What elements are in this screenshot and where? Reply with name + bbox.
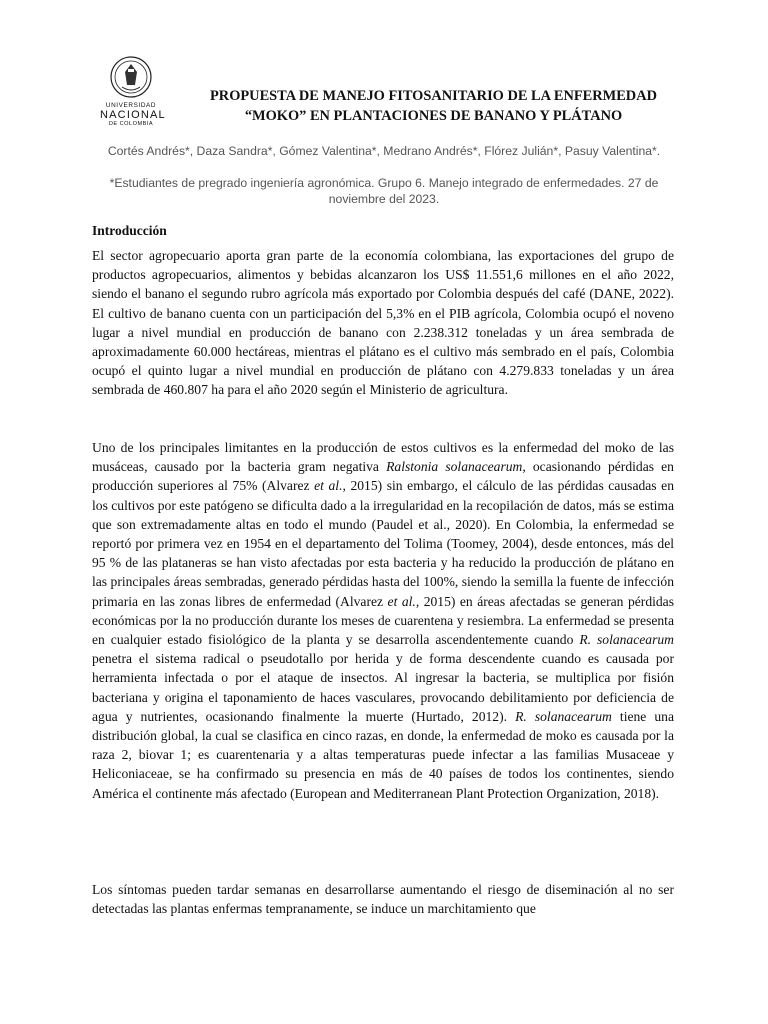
document-title [176, 86, 691, 126]
logo-line-3: DE COLOMBIA [108, 121, 154, 127]
paragraph-2-text: , 2015) sin embargo, el cálculo de las pérdidas causadas en los cultivos por este patógeno se dificulta dado a la irregularidad en la recopilación de datos, más se estima que son extremadamente altas en todo el mundo (Paudel et al., 2020). En Colombia, la enfermedad se reportó por primera vez en 1954 en el departamento del Tolima (Toomey, 2004), desde entonces, más del 95 % de las plataneras se han visto afectadas por esta bacteria y ha reducido la producción de plátano en las principales áreas sembradas, generado pérdidas hasta del 100%, siendo la semilla la fuente de infección primaria en las zonas libres de enfermedad (Alvarez [92, 478, 674, 609]
university-logo [100, 55, 166, 128]
authors: Cortés Andrés*, Daza Sandra*, Gómez Valentina*, Medrano Andrés*, Flórez Julián*, Pasuy Valentina*. [107, 144, 661, 158]
paragraph-1: El sector agropecuario aporta gran parte de la economía colombiana, las exportaciones del grupo de productos agropecuarios, alimentos y bebidas alcanzaron los US$ 11.551,6 millones en el año 2022, siendo el banano el segundo rubro agrícola más exportado por Colombia después del café (DANE, 2022). El cultivo de banano cuenta con un participación del 5,3% en el PIB agrícola, Colombia ocupó el noveno lugar a nivel mundial en producción de banano con 2.238.312 toneladas y un área sembrada de aproximadamente 60.000 hectáreas, mientras el plátano es el cultivo más sembrado en el país, Colombia ocupó el quinto lugar a nivel mundial en producción de plátano con 4.279.833 toneladas y un área sembrada de 460.807 ha para el año 2020 según el Ministerio de agricultura. [92, 248, 674, 398]
logo-line-1: UNIVERSIDAD [105, 102, 157, 109]
section-heading: Introducción [92, 223, 167, 238]
university-seal-icon [109, 55, 153, 99]
paragraph-2-italic: Ralstonia solanacearum [386, 459, 523, 475]
title-line-2: “MOKO” EN PLANTACIONES DE BANANO Y PLÁTANO [244, 108, 623, 124]
paragraph-2-text: tiene una distribución global, la cual se clasifica en cinco razas, en donde, la enfermedad de moko es causada por la raza 2, biovar 1; es cuarentenaria y a altas temperaturas puede infectar a las familias Musaceae y Heliconiaceae, se ha confirmado su presencia en más de 40 países de todos los continentes, siendo América el continente más afectado (European and Mediterranean Plant Protection Organization, 2018). [92, 708, 675, 801]
paragraph-2-italic: et al. [387, 593, 416, 609]
paragraph-2-text: , ocasionando pérdidas en producción superiores al 75% (Alvarez [92, 459, 674, 494]
title-line-1: PROPUESTA DE MANEJO FITOSANITARIO DE LA ENFERMEDAD [210, 88, 657, 104]
paragraph-3: Los síntomas pueden tardar semanas en desarrollarse aumentando el riesgo de diseminación al no ser detectadas las plantas enfermas tempranamente, se induce un marchitamiento que [92, 882, 674, 917]
paragraph-2-italic: R. solanacearum [515, 708, 612, 724]
paragraph-2-text: penetra el sistema radical o pseudotallo por herida y de forma descendente cuando es causada por herramienta infectada o por el ataque de insectos. Al ingresar la bacteria, se multiplica por fisión bacteriana y origina el taponamiento de haces vasculares, provocando debilitamiento por deficiencia de agua y nutrientes, ocasionando finalmente la muerte (Hurtado, 2012). [92, 651, 674, 724]
affiliation: *Estudiantes de pregrado ingeniería agronómica. Grupo 6. Manejo integrado de enfermedades. 27 de noviembre del 2023. [109, 176, 659, 206]
paragraph-2-italic: R. solanacearum [579, 632, 675, 648]
paragraph-2-italic: et al. [314, 478, 343, 494]
logo-line-2: NACIONAL [100, 109, 166, 121]
paragraph-2-text: Uno de los principales limitantes en la producción de estos cultivos es la enfermedad del moko de las musáceas, causado por la bacteria gram negativa [92, 440, 674, 475]
paragraph-2-text: , 2015) en áreas afectadas se generan pérdidas económicas por la no producción durante los meses de cuarentena y resiembra. La enfermedad se presenta en cualquier estado fisiológico de la planta y se desarrolla ascendentemente cuando [92, 593, 675, 648]
paragraph-2 [92, 438, 674, 803]
